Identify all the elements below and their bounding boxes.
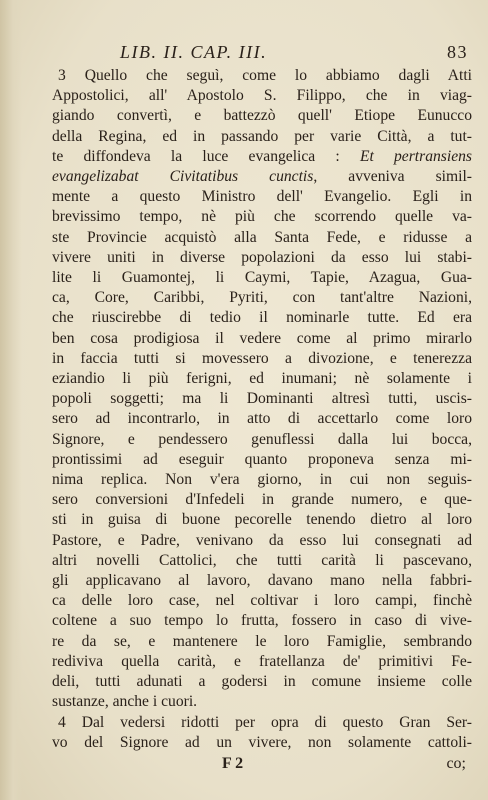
text-line: ste Provincie acquistò alla Santa Fede, e ridusse a xyxy=(52,228,472,246)
text-line: sustanze, anche i cuori. xyxy=(52,693,198,711)
text-line: Signore, e pendessero genuflessi dalla lui bocca, xyxy=(52,430,472,448)
text-line: sero conversioni d'Infedeli in grande numero, e que- xyxy=(52,491,472,509)
text-line: deli, tutti adunati a godersi in comune insieme colle xyxy=(52,673,472,691)
page-header xyxy=(52,42,472,66)
text-line-roman: te diffondeva la luce evangelica : xyxy=(52,147,340,165)
text-line: ca delle loro case, nel coltivar i loro campi, finchè xyxy=(52,592,472,610)
latin-quotation: Et pertransiens xyxy=(359,147,472,165)
text-line: popoli soggetti; ma li Dominanti altresì tutti, uscis- xyxy=(52,390,472,408)
text-line: vo del Signore ad un vivere, non solamente cattoli- xyxy=(52,733,472,751)
text-line: altri novelli Cattolici, che tutti carità li pascevano, xyxy=(52,551,472,569)
text-line: coltene a suo tempo lo frutta, fossero in caso di vive- xyxy=(52,612,472,630)
latin-quotation: evangelizabat Civitatibus cunctis xyxy=(52,168,314,186)
page-text xyxy=(52,42,472,777)
text-line: mente a questo Ministro dell' Evangelio. Egli in xyxy=(52,188,472,206)
text-line: nima replica. Non v'era giorno, in cui non seguis- xyxy=(52,471,472,489)
text-line: eziandio li più ferigni, ed inumani; nè solamente i xyxy=(52,370,472,388)
text-line: Appostolici, all' Apostolo S. Filippo, che in viag- xyxy=(52,87,472,105)
text-line: ca, Core, Caribbi, Pyriti, con tant'altre Nazioni, xyxy=(52,289,472,307)
text-line: giando convertì, e battezzò quell' Etiope Eunucco xyxy=(52,107,472,125)
text-line: sti in guisa di buone pecorelle tenendo dietro al loro xyxy=(52,511,472,529)
running-head: LIB. II. CAP. III. xyxy=(120,42,268,62)
text-line: sero ad incontrarlo, in atto di accettarlo come loro xyxy=(52,410,472,428)
text-line: 4 Dal vedersi ridotti per opra di questo Gran Ser- xyxy=(58,713,472,731)
text-line: re da se, e mantenere le loro Famiglie, sembrando xyxy=(52,632,472,650)
text-line: in faccia tutti si movessero a divozione, e tenerezza xyxy=(52,349,472,367)
catchword: co; xyxy=(446,754,466,772)
text-line: brevissimo tempo, nè più che scorrendo quelle va- xyxy=(52,208,472,226)
text-line: vivere uniti in diverse popolazioni da esso lui stabi- xyxy=(52,248,472,266)
text-line: 3 Quello che seguì, come lo abbiamo dagli Atti xyxy=(58,67,472,84)
text-line: gli applicavano al lavoro, davano mano nella fabbri- xyxy=(52,572,472,590)
text-line: rediviva quella carità, e fratellanza de' primitivi Fe- xyxy=(52,652,472,670)
text-line: che riuscirebbe di tedio il nominarle tutte. Ed era xyxy=(52,309,472,327)
text-line: ben cosa prodigiosa il vedere come al primo mirarlo xyxy=(52,329,472,347)
text-line: lite li Guamontej, li Caymi, Tapie, Azagua, Gua- xyxy=(52,269,472,287)
page-gutter-shadow xyxy=(0,0,22,800)
text-line xyxy=(52,147,472,167)
page-footer xyxy=(52,755,472,777)
page-number: 83 xyxy=(447,42,468,62)
text-line: della Regina, ed in passando per varie Città, a tut- xyxy=(52,127,472,145)
signature-mark: F 2 xyxy=(222,754,244,772)
text-line xyxy=(52,167,472,187)
text-line: prontissimi ad eseguir quanto proponeva senza mi- xyxy=(52,450,472,468)
text-line-roman: , avveniva simil- xyxy=(313,168,472,186)
text-line: Pastore, e Padre, venivano da esso lui consegnati ad xyxy=(52,531,472,549)
